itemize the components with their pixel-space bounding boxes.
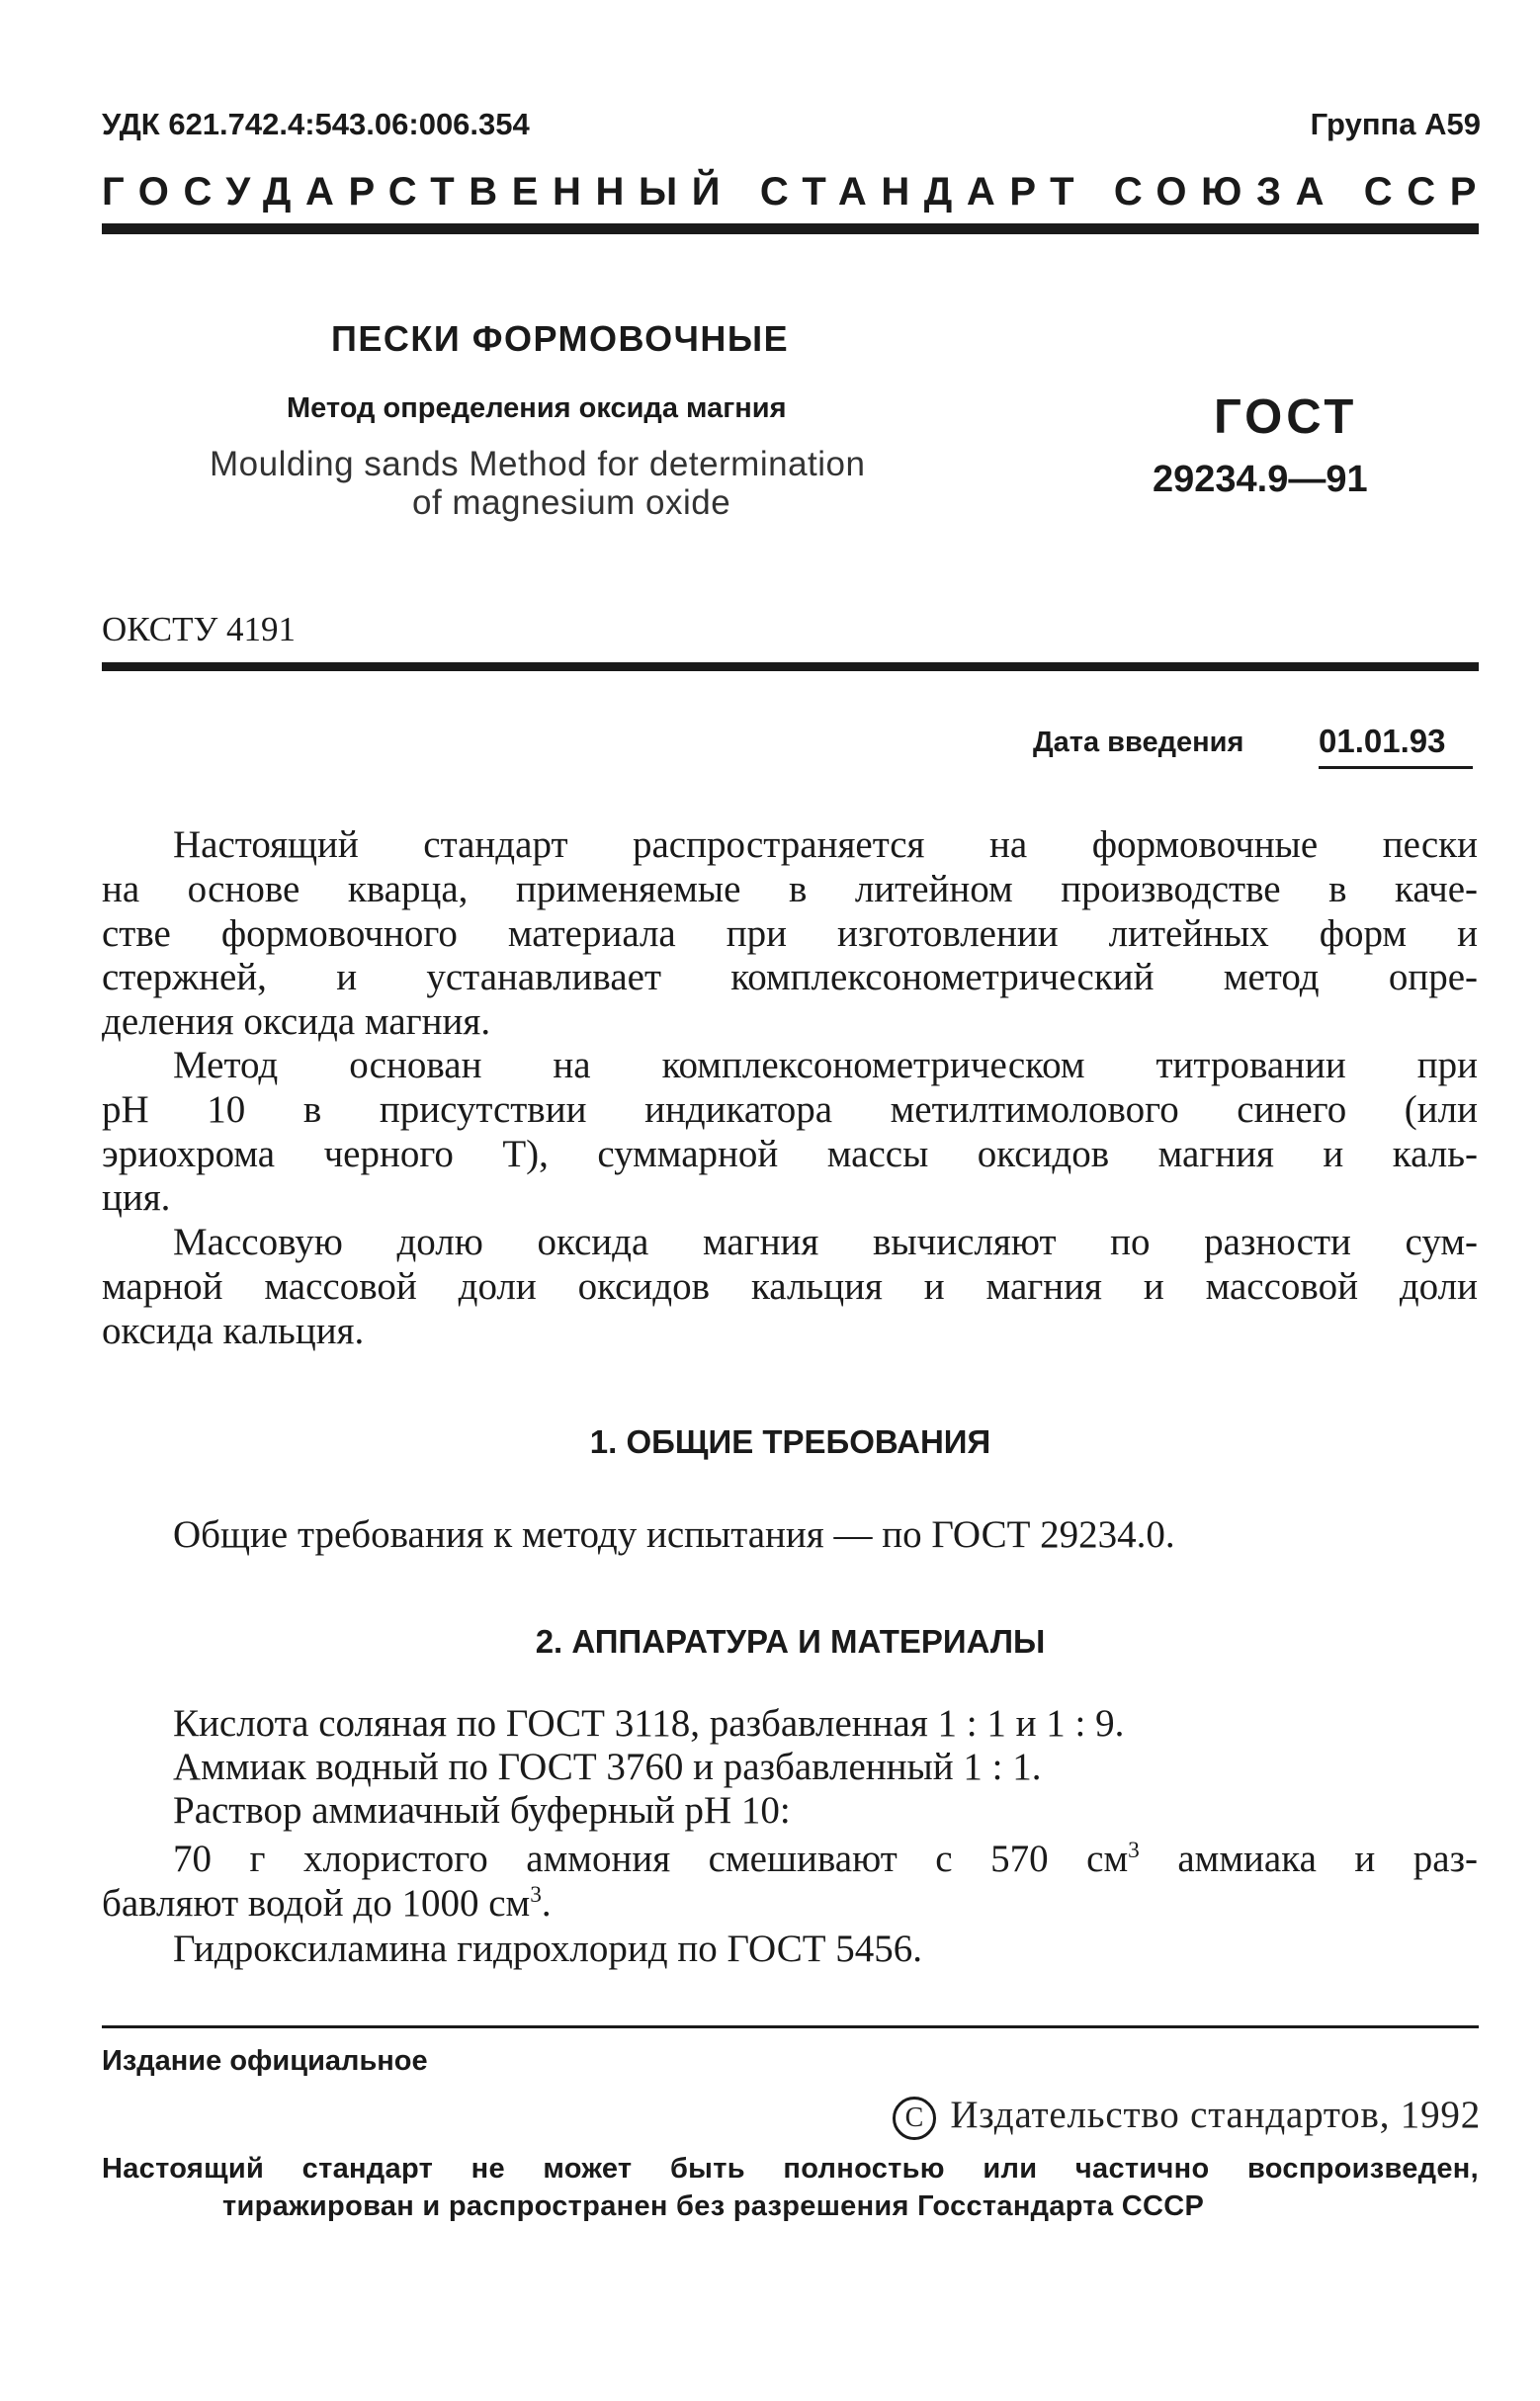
title-divider	[102, 662, 1479, 671]
text-line: Метод основан на комплексонометрическом титровании при	[173, 1044, 1478, 1086]
text-line: ция.	[102, 1176, 171, 1220]
english-title-line-1: Moulding sands Method for determination	[210, 445, 866, 483]
text-line: деления оксида магния.	[102, 1000, 491, 1044]
copyright-line	[893, 2093, 1481, 2140]
text-line: стве формовочного материала при изготовлении литейных форм и	[102, 911, 1478, 955]
text-line	[102, 1838, 1478, 1882]
text-fragment: .	[541, 1881, 552, 1925]
material-hydroxylamine: Гидроксиламина гидрохлорид по ГОСТ 5456.	[173, 1928, 923, 1970]
group-code: Группа А59	[1310, 107, 1481, 141]
intro-paragraph-scope	[102, 823, 1478, 1045]
document-subtitle: Метод определения оксида магния	[287, 392, 787, 424]
text-line	[102, 1882, 1478, 1927]
text-fragment: 70 г хлористого аммония смешивают с 570 см	[173, 1838, 1129, 1880]
state-standard-banner: ГОСУДАРСТВЕННЫЙ СТАНДАРТ СОЮЗА ССР	[102, 170, 1492, 214]
english-title-line-2: of magnesium oxide	[412, 483, 731, 522]
header-divider	[102, 223, 1479, 234]
gost-number: 29234.9—91	[1153, 459, 1368, 500]
text-line: Массовую долю оксида магния вычисляют по разности сум-	[173, 1221, 1478, 1263]
material-ammonia: Аммиак водный по ГОСТ 3760 и разбавленный 1 : 1.	[173, 1746, 1042, 1788]
intro-date-underline	[1319, 766, 1473, 769]
reproduction-notice-line-1: Настоящий стандарт не может быть полностью или частично воспроизведен,	[102, 2153, 1479, 2185]
footer-divider	[102, 2025, 1479, 2028]
text-fragment: аммиака и раз-	[1177, 1838, 1479, 1880]
text-line: марной массовой доли оксидов кальция и магния и массовой доли	[102, 1264, 1478, 1308]
gost-label: ГОСТ	[1214, 390, 1358, 444]
intro-paragraph-method	[102, 1044, 1478, 1221]
udk-code: УДК 621.742.4:543.06:006.354	[102, 107, 530, 141]
material-buffer-solution: Раствор аммиачный буферный рН 10:	[173, 1789, 791, 1832]
okstu-code: ОКСТУ 4191	[102, 610, 297, 648]
edition-label: Издание официальное	[102, 2045, 428, 2077]
reproduction-notice-line-2: тиражирован и распространен без разрешения Госстандарта СССР	[222, 2190, 1205, 2222]
copyright-icon: C	[893, 2097, 936, 2140]
document-title: ПЕСКИ ФОРМОВОЧНЫЕ	[331, 318, 790, 359]
section-2-heading: 2. АППАРАТУРА И МАТЕРИАЛЫ	[535, 1623, 1046, 1660]
text-line: эриохрома черного Т), суммарной массы оксидов магния и каль-	[102, 1132, 1478, 1175]
material-hydrochloric-acid: Кислота соляная по ГОСТ 3118, разбавленная 1 : 1 и 1 : 9.	[173, 1702, 1125, 1745]
buffer-preparation	[102, 1838, 1478, 1927]
superscript: 3	[530, 1881, 542, 1908]
text-line: Настоящий стандарт распространяется на формовочные пески	[173, 823, 1478, 866]
intro-paragraph-calculation	[102, 1221, 1478, 1353]
section-1-text: Общие требования к методу испытания — по ГОСТ 29234.0.	[173, 1513, 1175, 1556]
text-line: стержней, и устанавливает комплексонометрический метод опре-	[102, 956, 1478, 999]
section-1-heading: 1. ОБЩИЕ ТРЕБОВАНИЯ	[589, 1423, 991, 1460]
text-fragment: бавляют водой до 1000 см	[102, 1881, 531, 1925]
text-line: на основе кварца, применяемые в литейном производстве в каче-	[102, 867, 1478, 910]
text-line: оксида кальция.	[102, 1309, 365, 1352]
intro-date-label: Дата введения	[1033, 727, 1244, 758]
intro-date-value: 01.01.93	[1319, 723, 1446, 759]
text-line: рН 10 в присутствии индикатора метилтимолового синего (или	[102, 1087, 1478, 1131]
copyright-text: Издательство стандартов, 1992	[950, 2094, 1481, 2136]
superscript: 3	[1128, 1838, 1140, 1863]
